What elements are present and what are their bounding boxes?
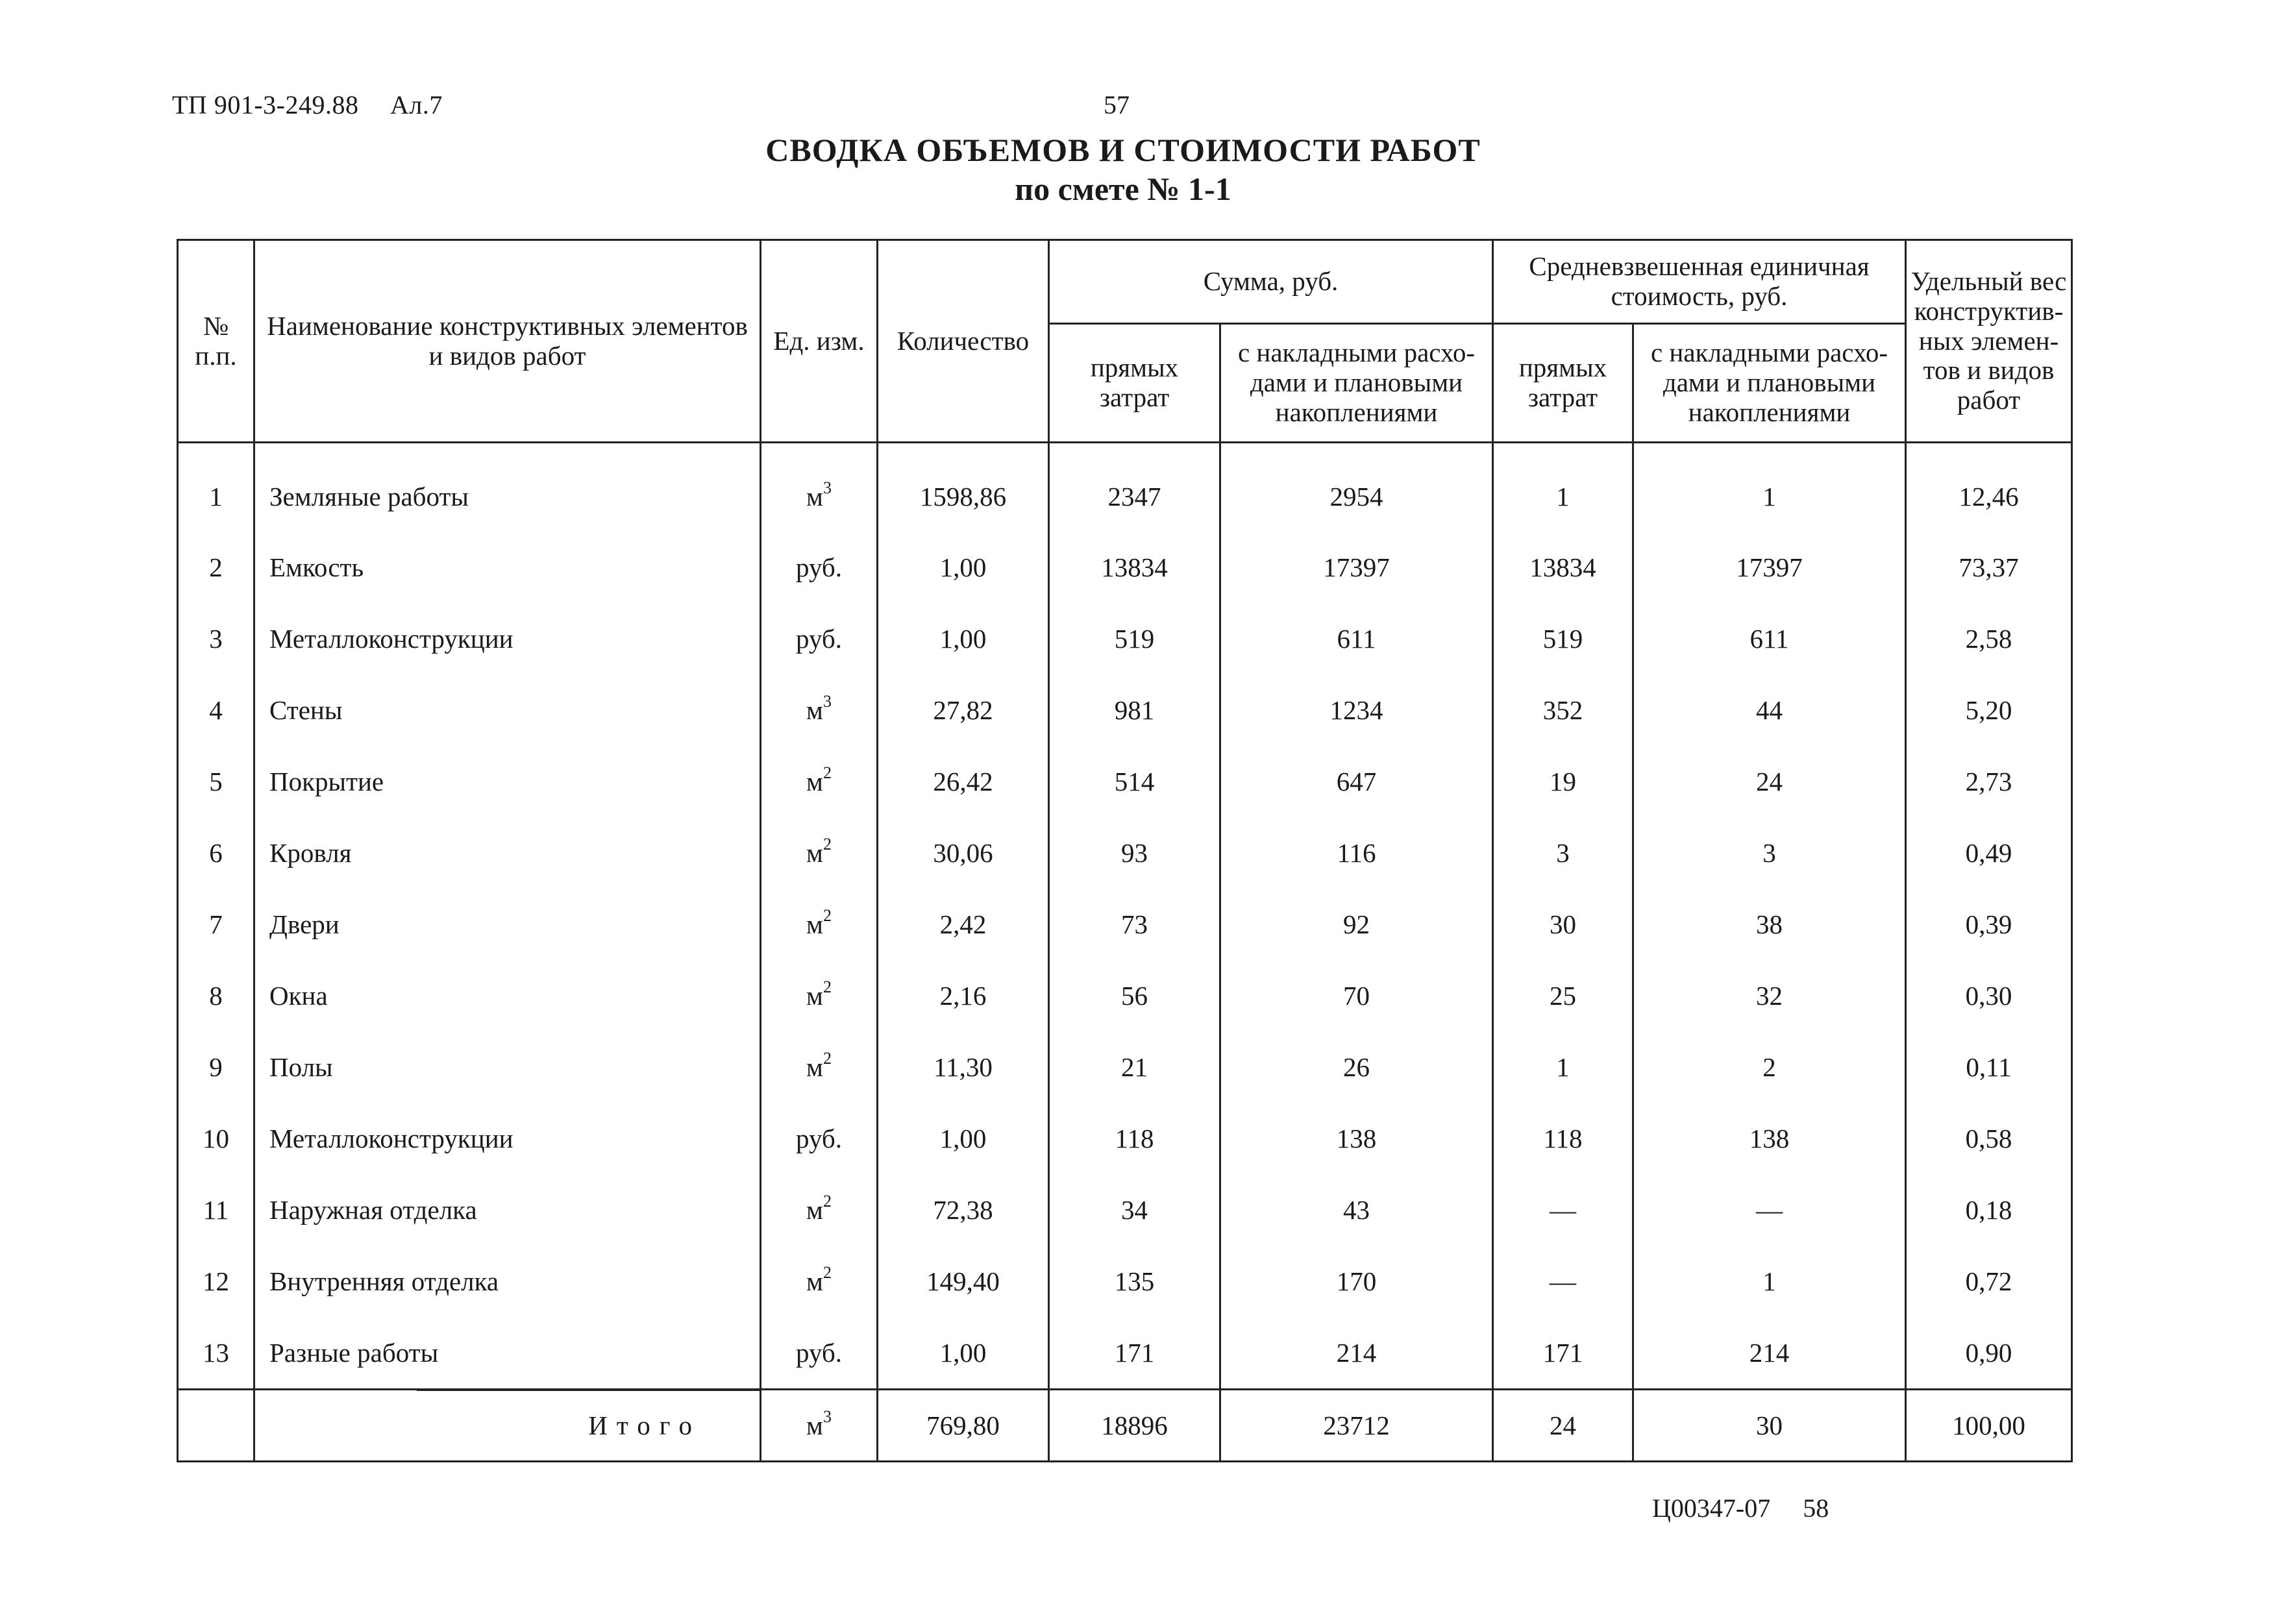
row-avg-overhead: 2 — [1633, 1031, 1906, 1103]
col-header-quantity: Количество — [878, 240, 1049, 443]
col-header-name: Наименование конструктивных элементов и видов работ — [254, 240, 761, 443]
table-row — [178, 746, 2072, 817]
row-quantity: 11,30 — [878, 1031, 1049, 1103]
table-row — [178, 674, 2072, 746]
row-avg-overhead: 1 — [1633, 443, 1906, 532]
row-avg-direct: 13834 — [1493, 532, 1633, 603]
row-avg-direct: 171 — [1493, 1317, 1633, 1390]
row-avg-overhead: 24 — [1633, 746, 1906, 817]
row-quantity: 1,00 — [878, 603, 1049, 674]
page-title: СВОДКА ОБЪЕМОВ И СТОИМОСТИ РАБОТ — [765, 132, 1481, 168]
table-body — [178, 443, 2072, 1390]
row-avg-direct: 25 — [1493, 960, 1633, 1031]
row-number: 3 — [178, 603, 254, 674]
row-number: 5 — [178, 746, 254, 817]
row-quantity: 30,06 — [878, 817, 1049, 889]
row-sum-direct: 514 — [1049, 746, 1220, 817]
row-number: 10 — [178, 1103, 254, 1174]
col-header-unit: Ед. изм. — [761, 240, 878, 443]
row-weight: 0,11 — [1906, 1031, 2072, 1103]
row-avg-overhead: 611 — [1633, 603, 1906, 674]
page-number: 57 — [1104, 90, 1130, 119]
col-header-weight: Удельный вес конструктив-ных элемен-тов и видов работ — [1906, 240, 2072, 443]
row-avg-overhead: 138 — [1633, 1103, 1906, 1174]
row-unit: $м^3$ — [761, 674, 878, 746]
col-group-sum: Сумма, руб. — [1049, 240, 1493, 324]
table-row — [178, 960, 2072, 1031]
row-sum-overhead: 611 — [1220, 603, 1493, 674]
row-quantity: 1,00 — [878, 1103, 1049, 1174]
row-sum-overhead: 43 — [1220, 1174, 1493, 1246]
row-name: Металлоконструкции — [254, 1103, 761, 1174]
row-avg-overhead: 38 — [1633, 889, 1906, 960]
table-row — [178, 889, 2072, 960]
row-avg-overhead: — — [1633, 1174, 1906, 1246]
table-header — [178, 240, 2072, 443]
row-unit: $м^2$ — [761, 1031, 878, 1103]
sheet-label: Ал.7 — [389, 90, 443, 119]
row-quantity: 2,16 — [878, 960, 1049, 1031]
table-row — [178, 443, 2072, 532]
row-avg-overhead: 17397 — [1633, 532, 1906, 603]
row-name: Полы — [254, 1031, 761, 1103]
row-weight: 2,73 — [1906, 746, 2072, 817]
row-unit: руб. — [761, 1317, 878, 1390]
row-avg-overhead: 3 — [1633, 817, 1906, 889]
row-unit: руб. — [761, 532, 878, 603]
footer-code — [1652, 1493, 1829, 1523]
row-quantity: 149,40 — [878, 1246, 1049, 1317]
row-quantity: 72,38 — [878, 1174, 1049, 1246]
row-sum-direct: 2347 — [1049, 443, 1220, 532]
row-number: 9 — [178, 1031, 254, 1103]
row-sum-direct: 981 — [1049, 674, 1220, 746]
row-quantity: 1598,86 — [878, 443, 1049, 532]
col-group-avg-cost: Средневзвешенная единичная стоимость, руб. — [1493, 240, 1906, 324]
row-name: Емкость — [254, 532, 761, 603]
row-sum-direct: 519 — [1049, 603, 1220, 674]
row-number: 4 — [178, 674, 254, 746]
table-row — [178, 532, 2072, 603]
row-sum-overhead: 647 — [1220, 746, 1493, 817]
total-avg-direct: 24 — [1493, 1390, 1633, 1462]
table-row — [178, 1103, 2072, 1174]
row-avg-direct: 1 — [1493, 1031, 1633, 1103]
row-avg-overhead: 32 — [1633, 960, 1906, 1031]
row-sum-overhead: 138 — [1220, 1103, 1493, 1174]
row-unit: $м^2$ — [761, 746, 878, 817]
row-name: Разные работы — [254, 1317, 761, 1390]
row-unit: $м^2$ — [761, 1174, 878, 1246]
row-number: 2 — [178, 532, 254, 603]
total-blank-cell — [178, 1390, 254, 1462]
row-sum-direct: 73 — [1049, 889, 1220, 960]
row-sum-overhead: 1234 — [1220, 674, 1493, 746]
row-unit: руб. — [761, 1103, 878, 1174]
row-number: 6 — [178, 817, 254, 889]
row-avg-direct: — — [1493, 1246, 1633, 1317]
col-header-avg-direct: прямых затрат — [1493, 324, 1633, 443]
total-quantity: 769,80 — [878, 1390, 1049, 1462]
row-avg-direct: 3 — [1493, 817, 1633, 889]
row-sum-direct: 13834 — [1049, 532, 1220, 603]
row-avg-direct: 19 — [1493, 746, 1633, 817]
table-total — [178, 1390, 2072, 1462]
row-name: Земляные работы — [254, 443, 761, 532]
row-avg-overhead: 214 — [1633, 1317, 1906, 1390]
row-sum-overhead: 26 — [1220, 1031, 1493, 1103]
row-name: Металлоконструкции — [254, 603, 761, 674]
row-sum-direct: 34 — [1049, 1174, 1220, 1246]
table-row — [178, 1246, 2072, 1317]
row-unit: $м^2$ — [761, 889, 878, 960]
total-unit: $м^3$ — [761, 1390, 878, 1462]
row-name: Внутренняя отделка — [254, 1246, 761, 1317]
col-header-avg-overhead: с накладными расхо-дами и плановыми накоплениями — [1633, 324, 1906, 443]
table-row — [178, 603, 2072, 674]
row-sum-direct: 135 — [1049, 1246, 1220, 1317]
page-subtitle: по смете № 1-1 — [1015, 171, 1231, 207]
row-sum-direct: 171 — [1049, 1317, 1220, 1390]
row-number: 13 — [178, 1317, 254, 1390]
row-unit: руб. — [761, 603, 878, 674]
row-avg-direct: 118 — [1493, 1103, 1633, 1174]
row-sum-overhead: 17397 — [1220, 532, 1493, 603]
row-number: 8 — [178, 960, 254, 1031]
table-row — [178, 1174, 2072, 1246]
row-unit: $м^2$ — [761, 817, 878, 889]
row-weight: 2,58 — [1906, 603, 2072, 674]
row-quantity: 26,42 — [878, 746, 1049, 817]
row-quantity: 1,00 — [878, 1317, 1049, 1390]
row-sum-overhead: 214 — [1220, 1317, 1493, 1390]
total-label: Итого — [254, 1390, 761, 1462]
row-weight: 0,39 — [1906, 889, 2072, 960]
row-avg-direct: 1 — [1493, 443, 1633, 532]
total-sum-overhead: 23712 — [1220, 1390, 1493, 1462]
footer-page: 58 — [1803, 1494, 1829, 1523]
row-sum-direct: 118 — [1049, 1103, 1220, 1174]
col-header-number: № п.п. — [178, 240, 254, 443]
row-name: Наружная отделка — [254, 1174, 761, 1246]
row-weight: 5,20 — [1906, 674, 2072, 746]
footer-doc-code: Ц00347-07 — [1652, 1494, 1771, 1523]
col-header-sum-direct: прямых затрат — [1049, 324, 1220, 443]
total-weight: 100,00 — [1906, 1390, 2072, 1462]
row-number: 11 — [178, 1174, 254, 1246]
row-avg-direct: — — [1493, 1174, 1633, 1246]
row-sum-overhead: 92 — [1220, 889, 1493, 960]
row-quantity: 1,00 — [878, 532, 1049, 603]
row-sum-overhead: 70 — [1220, 960, 1493, 1031]
table-row — [178, 1031, 2072, 1103]
row-weight: 0,18 — [1906, 1174, 2072, 1246]
summary-table — [177, 239, 2073, 1462]
row-weight: 73,37 — [1906, 532, 2072, 603]
row-weight: 12,46 — [1906, 443, 2072, 532]
doc-code: ТП 901-3-249.88 — [172, 90, 359, 119]
row-sum-overhead: 116 — [1220, 817, 1493, 889]
total-avg-overhead: 30 — [1633, 1390, 1906, 1462]
row-sum-overhead: 170 — [1220, 1246, 1493, 1317]
row-sum-direct: 21 — [1049, 1031, 1220, 1103]
row-quantity: 27,82 — [878, 674, 1049, 746]
row-avg-direct: 519 — [1493, 603, 1633, 674]
row-weight: 0,72 — [1906, 1246, 2072, 1317]
col-header-sum-overhead: с накладными расхо-дами и плановыми накоплениями — [1220, 324, 1493, 443]
row-avg-direct: 30 — [1493, 889, 1633, 960]
row-sum-direct: 93 — [1049, 817, 1220, 889]
row-name: Кровля — [254, 817, 761, 889]
row-weight: 0,30 — [1906, 960, 2072, 1031]
row-weight: 0,90 — [1906, 1317, 2072, 1390]
row-avg-overhead: 1 — [1633, 1246, 1906, 1317]
row-number: 7 — [178, 889, 254, 960]
row-name: Стены — [254, 674, 761, 746]
row-name: Окна — [254, 960, 761, 1031]
row-name: Двери — [254, 889, 761, 960]
table-row — [178, 817, 2072, 889]
row-number: 12 — [178, 1246, 254, 1317]
row-avg-direct: 352 — [1493, 674, 1633, 746]
row-sum-direct: 56 — [1049, 960, 1220, 1031]
row-unit: $м^2$ — [761, 1246, 878, 1317]
row-unit: $м^2$ — [761, 960, 878, 1031]
table-row — [178, 1317, 2072, 1390]
row-unit: $м^3$ — [761, 443, 878, 532]
row-sum-overhead: 2954 — [1220, 443, 1493, 532]
row-weight: 0,58 — [1906, 1103, 2072, 1174]
row-name: Покрытие — [254, 746, 761, 817]
total-sum-direct: 18896 — [1049, 1390, 1220, 1462]
row-weight: 0,49 — [1906, 817, 2072, 889]
row-avg-overhead: 44 — [1633, 674, 1906, 746]
row-number: 1 — [178, 443, 254, 532]
document-code-header — [172, 90, 443, 120]
row-quantity: 2,42 — [878, 889, 1049, 960]
